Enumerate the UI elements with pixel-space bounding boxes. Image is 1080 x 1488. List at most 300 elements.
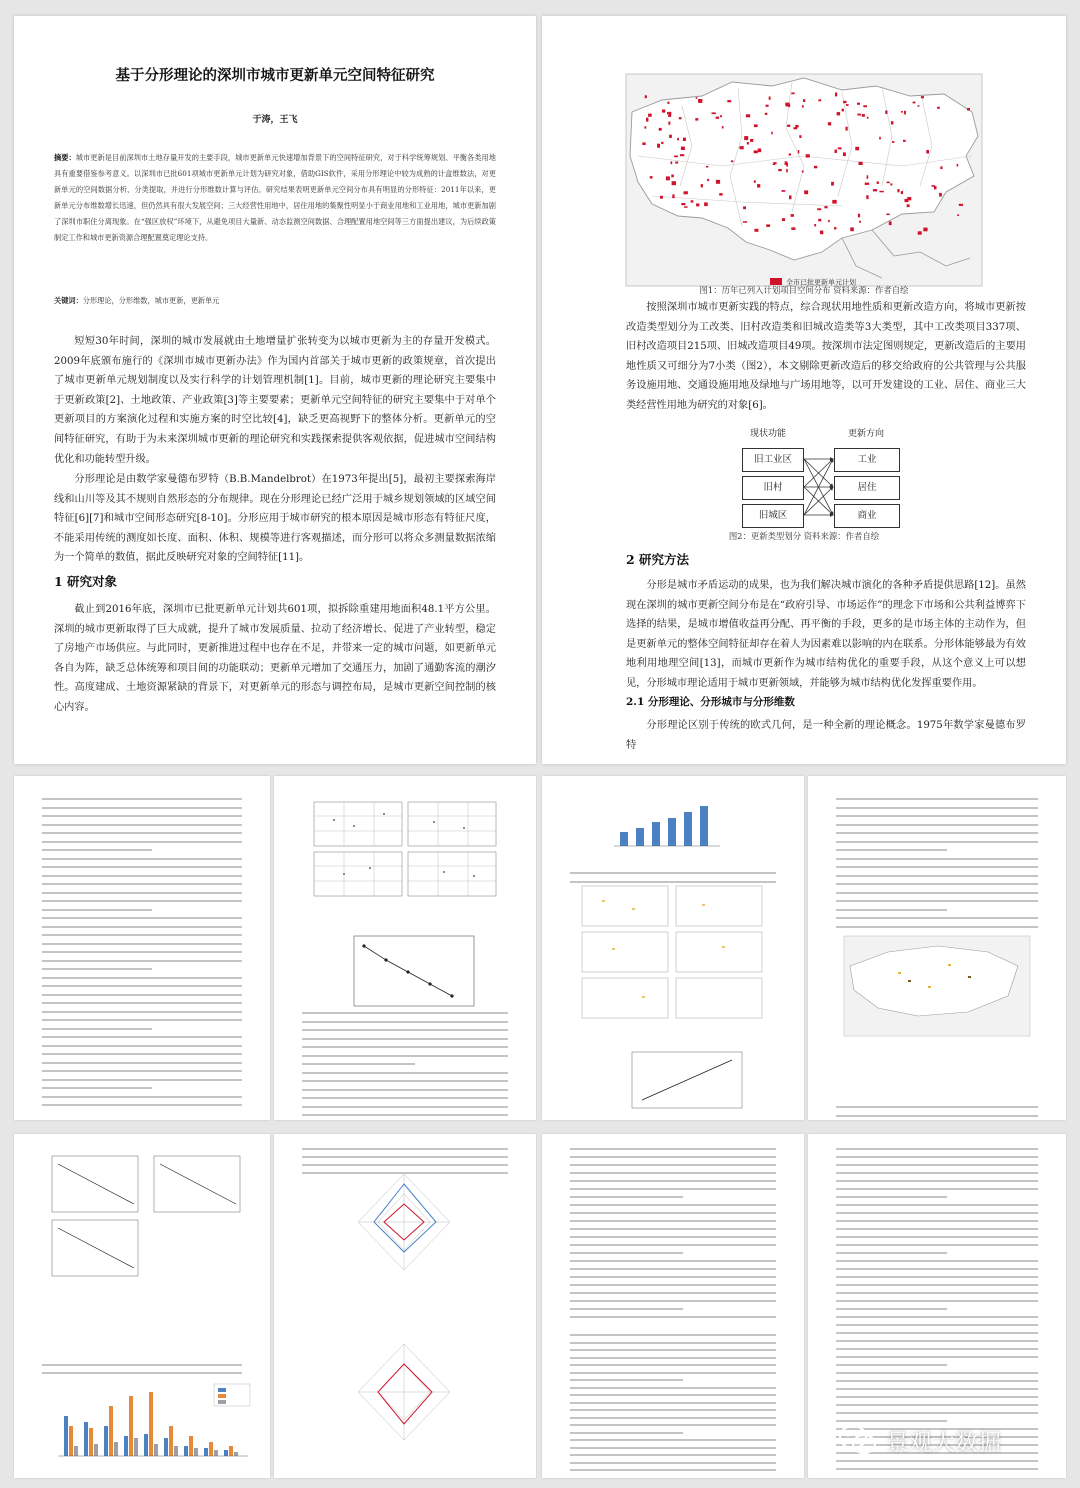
text-line-placeholder	[836, 1244, 1038, 1246]
update-unit-patch	[863, 105, 867, 107]
thumb-bar-chart	[620, 806, 708, 846]
section-1-heading: 1 研究对象	[54, 574, 118, 589]
thumb-bar	[114, 1442, 118, 1456]
update-unit-patch	[866, 195, 868, 199]
text-line-placeholder	[570, 881, 776, 883]
text-line-placeholder	[836, 1260, 1038, 1262]
thumb-bar	[204, 1448, 208, 1456]
text-line-placeholder	[42, 926, 242, 928]
text-line-placeholder	[570, 1469, 776, 1471]
update-unit-patch	[858, 214, 860, 218]
thumb-bar	[109, 1406, 113, 1456]
update-unit-patch	[879, 191, 883, 193]
update-unit-patch	[804, 190, 808, 194]
text-line-placeholder	[302, 1164, 508, 1166]
update-unit-patch	[720, 115, 722, 117]
text-line-placeholder	[302, 1089, 508, 1091]
update-unit-patch	[903, 140, 906, 142]
thumb-bar	[129, 1396, 133, 1456]
text-line-placeholder	[570, 1204, 776, 1206]
text-line-placeholder	[42, 798, 242, 800]
text-line-placeholder	[570, 1447, 776, 1449]
thumb-bar	[74, 1446, 78, 1456]
text-line-placeholder	[42, 883, 242, 885]
text-line-placeholder	[836, 1348, 1038, 1350]
text-line-placeholder	[836, 824, 1038, 826]
update-unit-patch	[769, 97, 771, 100]
thumb-bar	[214, 1450, 218, 1456]
text-line-placeholder	[42, 866, 242, 868]
update-unit-patch	[791, 93, 794, 95]
update-unit-patch	[672, 181, 676, 185]
page2-paragraph-2: 分形是城市矛盾运动的成果，也为我们解决城市演化的各种矛盾提供思路[12]。虽然现在深圳的城市更新空间分布是在“政府引导、市场运作”的理念下市场和公共利益博弈下选择的结果，是城市增值收益再分配、再平衡的手段，更多的是市场主体的主动作为，但是更新单元的整体空间特征却存在着人为因素难以影响的内在联系。分形体能够最为有效地利用地理空间[13]，而城市更新作为城市结构优化的重要手段，从这个意义上可以想见，分形城市理论适用于城市更新领域，并能够为城市结构优化发挥重要作用。	[626, 580, 1026, 689]
text-line-placeholder	[836, 807, 1038, 809]
text-line-placeholder	[836, 900, 1038, 902]
text-line-placeholder	[570, 1164, 776, 1166]
update-unit-patch	[889, 221, 892, 225]
text-line-placeholder	[836, 1324, 1038, 1326]
text-line-placeholder	[302, 1072, 508, 1074]
update-unit-patch	[791, 214, 794, 217]
fig2-right-header: 更新方向	[848, 429, 885, 439]
update-unit-patch	[921, 96, 924, 98]
text-line-placeholder	[836, 1332, 1038, 1334]
update-unit-patch	[798, 150, 800, 153]
text-line-placeholder	[570, 1462, 776, 1464]
text-line-placeholder	[836, 849, 947, 851]
update-unit-patch	[716, 180, 720, 184]
update-unit-patch	[706, 166, 708, 168]
update-unit-patch	[662, 110, 665, 113]
text-line-placeholder	[42, 1011, 242, 1013]
thumb-bar	[169, 1426, 173, 1456]
update-unit-patch	[834, 227, 836, 229]
update-unit-patch	[727, 100, 731, 102]
update-unit-patch	[677, 138, 679, 141]
text-line-placeholder	[836, 1340, 1038, 1342]
watermark	[838, 1400, 1066, 1480]
text-line-placeholder	[42, 960, 242, 962]
figure-1-caption: 图1：历年已列入计划项目空间分布 资料来源：作者自绘	[699, 285, 909, 295]
text-line-placeholder	[302, 1063, 415, 1065]
text-line-placeholder	[570, 1417, 776, 1419]
update-unit-patch	[785, 161, 788, 165]
thumb-bar	[64, 1416, 68, 1456]
text-line-placeholder	[570, 1188, 776, 1190]
text-line-placeholder	[42, 875, 242, 877]
text-line-placeholder	[42, 858, 242, 860]
update-unit-patch	[644, 126, 646, 128]
update-unit-patch	[828, 122, 831, 125]
thumb-bar	[189, 1436, 193, 1456]
watermark-text: 景观大数据	[886, 1429, 1001, 1456]
text-line-placeholder	[570, 1387, 776, 1389]
update-unit-patch	[873, 189, 877, 191]
update-unit-patch	[803, 99, 805, 102]
thumb-bar	[104, 1426, 108, 1456]
text-line-placeholder	[570, 1379, 683, 1381]
text-line-placeholder	[42, 849, 152, 851]
update-unit-patch	[937, 107, 940, 109]
text-line-placeholder	[570, 1372, 776, 1374]
text-line-placeholder	[302, 1097, 508, 1099]
update-unit-patch	[679, 117, 682, 119]
thumb-bar	[89, 1428, 93, 1456]
update-unit-patch	[681, 203, 685, 205]
update-unit-patch	[722, 126, 724, 128]
text-line-placeholder	[836, 1220, 1038, 1222]
update-unit-patch	[846, 127, 848, 131]
text-line-placeholder	[302, 1148, 508, 1150]
text-line-placeholder	[42, 1053, 242, 1055]
update-unit-patch	[696, 203, 699, 206]
update-unit-patch	[857, 114, 861, 116]
text-line-placeholder	[836, 1372, 1038, 1374]
text-line-placeholder	[836, 1204, 1038, 1206]
paper-page-2	[542, 16, 1066, 764]
update-unit-patch	[786, 104, 790, 106]
text-line-placeholder	[42, 841, 242, 843]
update-unit-patch	[789, 195, 792, 199]
update-unit-patch	[832, 200, 836, 204]
fig2-right-box: 商业	[834, 504, 900, 528]
figure-1-map	[542, 16, 1066, 316]
update-unit-patch	[887, 182, 890, 184]
text-line-placeholder	[836, 909, 947, 911]
update-unit-patch	[802, 105, 804, 108]
intro-paragraph-2: 分形理论是由数学家曼德布罗特（B.B.Mandelbrot）在1973年提出[5]，最初主要探索海岸线和山川等及其不规则自然形态的分布规律。现在分形理论已经广泛用于城乡规划领域的区域空间特征[6][7]和城市空间形态研究[8-10]。分形应用于城市研究的根本原因是城市形态有特征尺度，不能采用传统的测度如长度、面积、体积、规模等进行客观描述，而分形可以将众多测量数据浓缩为一个简单的数值，据此反映研究对象的空间特征[11]。	[54, 474, 496, 564]
update-unit-patch	[859, 221, 861, 223]
text-line-placeholder	[570, 1292, 776, 1294]
wechat-icon	[838, 1423, 878, 1457]
text-line-placeholder	[42, 1019, 242, 1021]
update-unit-patch	[684, 206, 688, 208]
thumb-bar	[149, 1392, 153, 1456]
text-line-placeholder	[302, 1080, 508, 1082]
text-line-placeholder	[42, 1070, 242, 1072]
text-line-placeholder	[836, 1308, 947, 1310]
update-unit-patch	[786, 169, 788, 173]
text-line-placeholder	[570, 1148, 776, 1150]
update-unit-patch	[918, 105, 920, 107]
update-unit-patch	[744, 136, 748, 140]
text-line-placeholder	[570, 1409, 776, 1411]
text-line-placeholder	[42, 985, 242, 987]
text-line-placeholder	[302, 1156, 508, 1158]
text-line-placeholder	[302, 1021, 508, 1023]
text-line-placeholder	[836, 1164, 1038, 1166]
text-line-placeholder	[42, 807, 242, 809]
text-line-placeholder	[570, 872, 776, 874]
keywords-text: 分形理论，分形维数，城市更新，更新单元	[82, 296, 220, 305]
abstract-label: 摘要：	[54, 153, 76, 162]
text-line-placeholder	[42, 892, 242, 894]
update-unit-patch	[913, 102, 916, 104]
paper-title: 基于分形理论的深圳市城市更新单元空间特征研究	[115, 67, 435, 84]
text-line-placeholder	[302, 1114, 508, 1116]
text-line-placeholder	[42, 934, 242, 936]
text-line-placeholder	[836, 1396, 1038, 1398]
text-line-placeholder	[570, 1244, 776, 1246]
update-unit-patch	[901, 191, 903, 194]
update-unit-patch	[831, 182, 834, 186]
text-line-placeholder	[836, 917, 1038, 919]
thumb-bar	[94, 1444, 98, 1456]
update-unit-patch	[791, 227, 795, 230]
update-unit-patch	[959, 204, 963, 206]
thumb-bar	[224, 1450, 228, 1456]
text-line-placeholder	[570, 1308, 683, 1310]
thumb-bar	[184, 1446, 188, 1456]
update-unit-patch	[865, 183, 869, 185]
update-unit-patch	[681, 147, 685, 150]
text-line-placeholder	[302, 1055, 508, 1057]
text-line-placeholder	[836, 1196, 947, 1198]
text-line-placeholder	[836, 1356, 1038, 1358]
update-unit-patch	[835, 93, 837, 97]
update-unit-patch	[892, 141, 894, 143]
text-line-placeholder	[570, 1357, 776, 1359]
update-unit-patch	[867, 117, 869, 119]
thumb-page-3	[14, 776, 270, 1120]
text-line-placeholder	[42, 917, 242, 919]
text-line-placeholder	[836, 1284, 1038, 1286]
update-unit-patch	[879, 137, 881, 140]
update-unit-patch	[967, 108, 970, 111]
abstract	[54, 150, 496, 247]
text-line-placeholder	[42, 1045, 242, 1047]
text-line-placeholder	[836, 1106, 1038, 1108]
text-line-placeholder	[42, 943, 242, 945]
text-line-placeholder	[42, 951, 242, 953]
update-unit-patch	[828, 220, 830, 222]
text-line-placeholder	[570, 1402, 776, 1404]
thumb-bar	[69, 1426, 73, 1456]
update-unit-patch	[758, 149, 762, 153]
update-unit-patch	[818, 219, 821, 222]
update-unit-patch	[731, 160, 734, 162]
text-line-placeholder	[570, 1284, 776, 1286]
text-line-placeholder	[570, 1300, 776, 1302]
figure-2-diagram	[738, 424, 908, 544]
update-unit-patch	[835, 150, 837, 154]
fig2-right-box: 居住	[834, 476, 900, 500]
text-line-placeholder	[570, 1172, 776, 1174]
update-unit-patch	[657, 144, 660, 148]
update-unit-patch	[740, 146, 744, 149]
text-line-placeholder	[42, 815, 242, 817]
update-unit-patch	[771, 132, 773, 135]
text-line-placeholder	[570, 1268, 776, 1270]
update-unit-patch	[817, 208, 821, 210]
text-line-placeholder	[570, 1349, 776, 1351]
update-unit-patch	[691, 200, 694, 202]
text-line-placeholder	[302, 1172, 508, 1174]
update-unit-patch	[886, 214, 890, 216]
text-line-placeholder	[302, 1106, 508, 1108]
update-unit-patch	[746, 114, 750, 117]
text-line-placeholder	[42, 1096, 242, 1098]
update-unit-patch	[939, 193, 942, 197]
thumb-bar	[84, 1422, 88, 1456]
update-unit-patch	[862, 114, 865, 117]
text-line-placeholder	[570, 1236, 776, 1238]
text-line-placeholder	[302, 1046, 508, 1048]
text-line-placeholder	[42, 1104, 242, 1106]
update-unit-patch	[857, 103, 860, 105]
update-unit-patch	[669, 135, 672, 138]
update-unit-patch	[660, 196, 663, 199]
paper-authors: 于涛，王飞	[252, 115, 298, 125]
update-unit-patch	[704, 202, 708, 206]
update-unit-patch	[666, 176, 670, 180]
thumb-bar	[209, 1442, 213, 1456]
update-unit-patch	[773, 162, 776, 164]
update-unit-patch	[843, 101, 846, 103]
update-unit-patch	[814, 224, 816, 226]
keywords	[54, 296, 219, 306]
update-unit-patch	[787, 125, 790, 127]
text-line-placeholder	[42, 994, 242, 996]
text-line-placeholder	[42, 1028, 152, 1030]
update-unit-patch	[645, 95, 647, 98]
update-unit-patch	[843, 152, 846, 156]
update-unit-patch	[789, 154, 791, 156]
text-line-placeholder	[42, 968, 152, 970]
text-line-placeholder	[570, 1364, 776, 1366]
text-line-placeholder	[570, 1316, 776, 1318]
text-line-placeholder	[42, 1036, 242, 1038]
update-unit-patch	[683, 138, 686, 141]
thumb-bar	[154, 1444, 158, 1456]
paper-page-1	[14, 16, 536, 764]
text-line-placeholder	[570, 1220, 776, 1222]
text-line-placeholder	[836, 866, 1038, 868]
update-unit-patch	[940, 166, 942, 169]
text-line-placeholder	[570, 1432, 683, 1434]
update-unit-patch	[806, 154, 810, 157]
text-line-placeholder	[42, 977, 242, 979]
update-unit-patch	[923, 228, 927, 232]
text-line-placeholder	[570, 1260, 776, 1262]
update-unit-patch	[719, 193, 722, 196]
update-unit-patch	[754, 150, 758, 153]
update-unit-patch	[877, 182, 879, 184]
update-unit-patch	[754, 124, 758, 127]
fig2-left-header: 现状功能	[750, 429, 787, 439]
text-line-placeholder	[570, 1439, 776, 1441]
update-unit-patch	[743, 221, 747, 223]
update-unit-patch	[885, 111, 887, 114]
update-unit-patch	[669, 112, 672, 116]
update-unit-patch	[766, 224, 770, 227]
thumb-page-5-figures	[542, 776, 804, 1120]
update-unit-patch	[750, 139, 753, 142]
text-line-placeholder	[836, 1212, 1038, 1214]
text-line-placeholder	[570, 1342, 776, 1344]
text-line-placeholder	[836, 1148, 1038, 1150]
fig2-left-box: 旧村	[742, 476, 804, 500]
thumb-grouped-bars	[64, 1392, 238, 1456]
update-unit-patch	[904, 111, 906, 115]
text-line-placeholder	[570, 1252, 683, 1254]
update-unit-patch	[799, 135, 801, 138]
fig2-left-box: 旧城区	[742, 504, 804, 528]
thumb-bar	[234, 1452, 238, 1456]
update-unit-patch	[793, 127, 797, 129]
text-line-placeholder	[836, 1276, 1038, 1278]
text-line-placeholder	[570, 1394, 776, 1396]
thumb-bar	[164, 1438, 168, 1456]
update-unit-patch	[671, 161, 673, 164]
thumb-page-7-figures	[14, 1134, 270, 1478]
thumb-page-6	[808, 776, 1066, 1120]
thumb-page-8-radar-charts	[274, 1134, 536, 1478]
text-line-placeholder	[836, 815, 1038, 817]
fig2-right-box: 工业	[834, 448, 900, 472]
text-line-placeholder	[836, 832, 1038, 834]
update-unit-patch	[747, 142, 749, 145]
update-unit-patch	[890, 183, 892, 185]
text-line-placeholder	[42, 1002, 242, 1004]
text-line-placeholder	[836, 1252, 947, 1254]
update-unit-patch	[766, 105, 769, 107]
update-unit-patch	[859, 162, 863, 165]
update-unit-patch	[659, 128, 662, 131]
text-line-placeholder	[570, 1276, 776, 1278]
thumb-page-4	[274, 776, 536, 1120]
thumb-page-8	[274, 1134, 536, 1478]
update-unit-patch	[907, 204, 910, 207]
update-unit-patch	[837, 112, 841, 115]
text-line-placeholder	[836, 883, 1038, 885]
update-unit-patch	[701, 184, 703, 187]
section-2-1-heading: 2.1 分形理论、分形城市与分形维数	[626, 696, 795, 708]
update-unit-patch	[855, 147, 859, 151]
text-line-placeholder	[836, 1172, 1038, 1174]
text-line-placeholder	[570, 1196, 683, 1198]
text-line-placeholder	[836, 1228, 1038, 1230]
update-unit-patch	[802, 171, 804, 173]
update-unit-patch	[712, 112, 716, 114]
thumb-page-4-figures	[274, 776, 536, 1120]
text-line-placeholder	[836, 1316, 1038, 1318]
page2-paragraph-1: 按照深圳市城市更新实践的特点，综合现状用地性质和更新改造方向，将城市更新按改造类型划分为工改类、旧村改造类和旧城改造类等3大类型，其中工改类项目337项、旧村改造项目215项、旧城改造项目49项。按深圳市法定图则规定，更新改造后的主要用地性质又可细分为7小类（图2），本文剔除更新改造后的移交给政府的公共管理与公共服务设施用地、交通设施用地及绿地与广场用地等，以可开发建设的工业、居住、商业三大类经营性用地为研究的对象[6]。	[626, 302, 1026, 411]
text-line-placeholder	[570, 1424, 776, 1426]
update-unit-patch	[674, 156, 678, 158]
text-line-placeholder	[836, 1300, 1038, 1302]
update-unit-patch	[850, 227, 854, 231]
text-line-placeholder	[570, 1228, 776, 1230]
thumb-bar	[174, 1446, 178, 1456]
text-line-placeholder	[302, 1029, 508, 1031]
fig2-left-box: 旧工业区	[742, 448, 804, 472]
text-line-placeholder	[836, 798, 1038, 800]
abstract-text: 城市更新是目前深圳市土地存量开发的主要手段，城市更新单元快速增加背景下的空间特征研究，对于科学统筹规划、平衡各类用地具有重要借鉴参考意义。以深圳市已批601项城市更新单元计划为研究对象，借助GIS软件，采用分形理论中较为成熟的计盒维数法，对更新单元的空间数据分析、分类提取，并进行分形维数计算与评估。研究结果表明更新单元空间分布具有明显的分形特征：2011年以来，更新单元分布维数增长迅速，但仍然具有很大发展空间；三大经营性用地中，居住用地的集聚性明显小于商业用地和工业用地，城市更新加剧了深圳市职住分离现象。在“强区放权”环境下，从避免项目大量新、动态监测空间数据、合理配置用地空间等三方面提出建议，为后续政策制定工作和城市更新资源合理配置奠定理论支持。	[54, 153, 496, 243]
thumb-bar	[229, 1446, 233, 1456]
update-unit-patch	[957, 164, 959, 167]
update-unit-patch	[642, 142, 645, 145]
intro-paragraph-1: 短短30年时间，深圳的城市发展就由土地增量扩张转变为以城市更新为主的存量开发模式。2009年底颁布施行的《深圳市城市更新办法》作为国内首部关于城市更新的政策规章，首次提出了城市更新单元规划制度以及实行科学的计划管理机制[1]。目前，城市更新的理论研究主要集中于更新政策[2]、土地政策、产业政策[3]等主要要素；更新单元空间特征的研究主要集中于对单个更新项目的方案演化过程和实施方案的时空比较[4]，缺乏更高视野下的整体分析。更新单元的空间特征研究，有助于为未来深圳城市更新的理论研究和实践探索提供客观依据，促进城市空间结构优化和功能转型升级。	[54, 336, 496, 465]
text-line-placeholder	[570, 1180, 776, 1182]
text-line-placeholder	[42, 1364, 242, 1366]
map-legend-label: 全市已批更新单元计划	[786, 278, 856, 287]
update-unit-patch	[824, 206, 827, 208]
update-unit-patch	[680, 154, 684, 156]
thumb-page-9	[542, 1134, 804, 1478]
thumb-page-6-figures	[808, 776, 1066, 1120]
text-line-placeholder	[836, 1292, 1038, 1294]
